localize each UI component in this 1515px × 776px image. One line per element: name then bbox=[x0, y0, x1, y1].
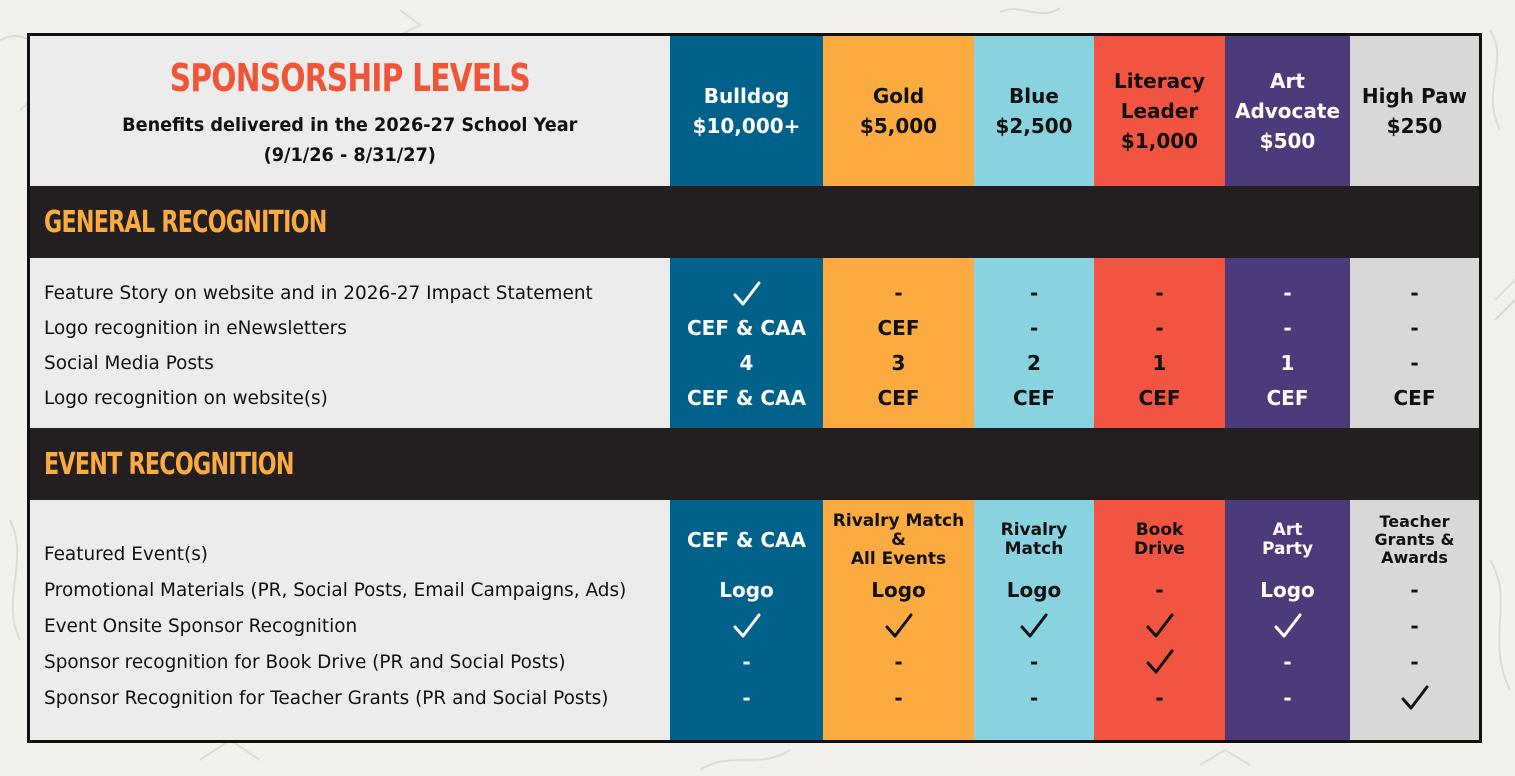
featured-event-value: CEF & CAA bbox=[686, 528, 806, 552]
general-values-art-advocate bbox=[1225, 258, 1350, 428]
general-values-blue bbox=[974, 258, 1094, 428]
general-values-gold bbox=[823, 258, 974, 428]
check-icon bbox=[1400, 684, 1430, 712]
general-values-high-paw bbox=[1350, 258, 1479, 428]
row-label: Promotional Materials (PR, Social Posts, Email Campaigns, Ads) bbox=[44, 579, 627, 601]
featured-event-line: Art bbox=[1272, 520, 1303, 540]
value-cell: - bbox=[1283, 316, 1292, 340]
value-cell: - bbox=[894, 281, 903, 305]
event-values-literacy-leader bbox=[1094, 500, 1225, 740]
value-check bbox=[974, 608, 1094, 644]
general-values-literacy-leader bbox=[1094, 258, 1225, 428]
tier-amount: $250 bbox=[1386, 114, 1443, 138]
check-icon bbox=[1145, 648, 1175, 676]
value-cell: CEF & CAA bbox=[686, 316, 806, 340]
event-values-high-paw bbox=[1350, 500, 1479, 740]
row-label: Sponsor Recognition for Teacher Grants (PR and Social Posts) bbox=[44, 687, 609, 709]
value-cell: - bbox=[1029, 650, 1039, 674]
value-cell: - bbox=[1410, 614, 1419, 638]
tier-name-line-1: Literacy bbox=[1114, 69, 1205, 93]
tier-header-bulldog bbox=[670, 36, 823, 186]
general-values-bulldog bbox=[670, 258, 823, 428]
featured-event-line: All Events bbox=[850, 548, 947, 569]
value-cell: 3 bbox=[891, 351, 906, 375]
featured-event-line: Rivalry bbox=[1000, 520, 1068, 540]
check-icon bbox=[732, 612, 762, 640]
value-cell: - bbox=[742, 686, 751, 710]
value-cell: - bbox=[894, 686, 903, 710]
value-cell: CEF bbox=[1393, 386, 1436, 410]
value-cell: Logo bbox=[719, 578, 774, 602]
value-cell: - bbox=[1410, 351, 1419, 375]
tier-name: Bulldog bbox=[703, 84, 790, 108]
featured-event-line: Awards bbox=[1381, 548, 1448, 567]
tier-name: Gold bbox=[872, 84, 925, 108]
row-label: Logo recognition in eNewsletters bbox=[44, 317, 347, 339]
value-check bbox=[823, 608, 974, 644]
value-cell: - bbox=[1029, 686, 1039, 710]
featured-event-line: Book bbox=[1135, 520, 1184, 540]
value-check bbox=[670, 608, 823, 644]
featured-event-line: Grants & bbox=[1374, 530, 1455, 549]
value-cell: - bbox=[1283, 686, 1292, 710]
value-cell: CEF bbox=[877, 386, 920, 410]
row-label: Sponsor recognition for Book Drive (PR and Social Posts) bbox=[44, 651, 566, 673]
check-icon bbox=[1145, 612, 1175, 640]
value-cell: 2 bbox=[1027, 351, 1041, 375]
tier-name: Blue bbox=[1009, 84, 1059, 108]
value-cell: - bbox=[894, 650, 903, 674]
tier-header-literacy-leader bbox=[1094, 36, 1225, 186]
value-cell: - bbox=[1410, 578, 1419, 602]
tier-name-line-2: Leader bbox=[1120, 99, 1199, 123]
check-icon bbox=[1019, 612, 1049, 640]
featured-event-value bbox=[1094, 508, 1225, 572]
event-values-blue bbox=[974, 500, 1094, 740]
value-check bbox=[1094, 644, 1225, 680]
general-row-labels bbox=[30, 258, 670, 428]
tier-amount: $5,000 bbox=[859, 114, 938, 138]
featured-event-line: Teacher bbox=[1379, 512, 1450, 531]
check-icon bbox=[884, 612, 914, 640]
subtitle-line-2: (9/1/26 - 8/31/27) bbox=[263, 144, 437, 166]
value-cell: - bbox=[742, 650, 751, 674]
tier-amount: $10,000+ bbox=[692, 114, 801, 138]
table-title-cell bbox=[30, 36, 670, 186]
value-cell: - bbox=[1283, 281, 1292, 305]
value-check bbox=[670, 276, 823, 311]
value-cell: CEF bbox=[877, 316, 920, 340]
featured-event-value bbox=[974, 508, 1094, 572]
subtitle bbox=[122, 110, 577, 170]
value-cell: 1 bbox=[1280, 351, 1295, 375]
section-band-general bbox=[30, 186, 1479, 258]
tier-header-blue bbox=[974, 36, 1094, 186]
value-cell: 1 bbox=[1152, 351, 1167, 375]
tier-name-line-2: Advocate bbox=[1234, 99, 1341, 123]
value-cell: - bbox=[1410, 316, 1419, 340]
tier-name-line-1: Art bbox=[1270, 69, 1305, 93]
value-cell: Logo bbox=[871, 578, 926, 602]
value-cell: - bbox=[1029, 316, 1039, 340]
tier-header-high-paw bbox=[1350, 36, 1479, 186]
value-cell: - bbox=[1410, 281, 1419, 305]
subtitle-line-1: Benefits delivered in the 2026-27 School Year bbox=[122, 114, 578, 136]
featured-event-line: Party bbox=[1261, 539, 1314, 559]
tier-header-gold bbox=[823, 36, 974, 186]
tier-name: High Paw bbox=[1361, 84, 1468, 108]
featured-event-value bbox=[823, 508, 974, 572]
featured-event-line: Rivalry Match & bbox=[832, 510, 965, 550]
value-cell: Logo bbox=[1260, 578, 1315, 602]
value-cell: - bbox=[1155, 578, 1164, 602]
value-cell: - bbox=[1410, 650, 1419, 674]
event-values-art-advocate bbox=[1225, 500, 1350, 740]
value-cell: CEF bbox=[1012, 386, 1055, 410]
value-cell: CEF & CAA bbox=[686, 386, 806, 410]
value-cell: CEF bbox=[1266, 386, 1309, 410]
value-cell: - bbox=[1283, 650, 1292, 674]
value-cell: - bbox=[1155, 281, 1164, 305]
value-cell: - bbox=[1155, 316, 1164, 340]
featured-event-line: Match bbox=[1004, 539, 1064, 559]
featured-event-value bbox=[1225, 508, 1350, 572]
tier-amount: $500 bbox=[1259, 129, 1316, 153]
value-cell: - bbox=[1029, 281, 1039, 305]
tier-header-art-advocate bbox=[1225, 36, 1350, 186]
value-cell: Logo bbox=[1006, 578, 1062, 602]
row-label: Social Media Posts bbox=[44, 352, 214, 374]
tier-amount: $1,000 bbox=[1120, 129, 1199, 153]
event-values-gold bbox=[823, 500, 974, 740]
row-label: Logo recognition on website(s) bbox=[44, 387, 328, 409]
row-label: Event Onsite Sponsor Recognition bbox=[44, 615, 358, 637]
event-row-labels bbox=[30, 500, 670, 740]
page-title: SPONSORSHIP LEVELS bbox=[169, 56, 531, 100]
row-label: Feature Story on website and in 2026-27 Impact Statement bbox=[44, 282, 593, 304]
check-icon bbox=[1273, 612, 1303, 640]
section-title-general: GENERAL RECOGNITION bbox=[44, 204, 327, 240]
value-check bbox=[1350, 680, 1479, 716]
section-title-event: EVENT RECOGNITION bbox=[44, 446, 294, 482]
value-cell: CEF bbox=[1138, 386, 1181, 410]
section-band-event bbox=[30, 428, 1479, 500]
value-check bbox=[1225, 608, 1350, 644]
featured-event-value bbox=[1350, 508, 1479, 572]
event-values-bulldog bbox=[670, 500, 823, 740]
value-check bbox=[1094, 608, 1225, 644]
featured-event-line: Drive bbox=[1134, 539, 1185, 559]
value-cell: - bbox=[1155, 686, 1164, 710]
value-cell: 4 bbox=[739, 351, 754, 375]
tier-amount: $2,500 bbox=[995, 114, 1073, 138]
sponsorship-table bbox=[27, 33, 1482, 743]
check-icon bbox=[732, 280, 762, 308]
row-label: Featured Event(s) bbox=[44, 543, 208, 565]
